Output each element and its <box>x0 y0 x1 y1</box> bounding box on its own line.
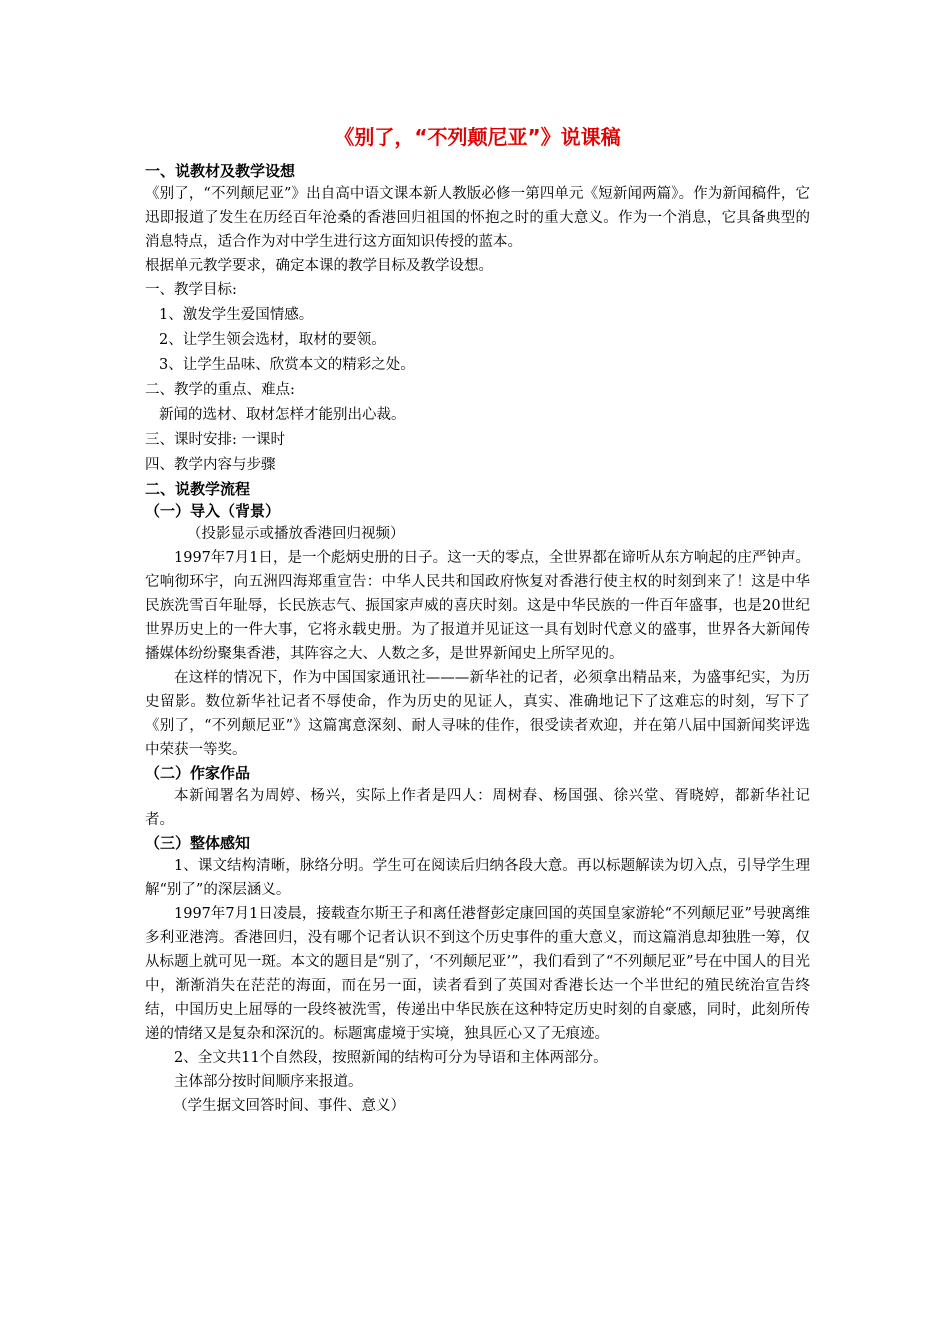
section1-heading: 一、说教材及教学设想 <box>145 162 296 180</box>
part3-heading: （三）整体感知 <box>145 834 251 852</box>
document-title: 《别了，“不列颠尼亚”》说课稿 <box>334 125 621 149</box>
part1-note: （投影显示或播放香港回归视频） <box>187 526 405 542</box>
part3-paragraph: 主体部分按时间顺序来报道。 <box>174 1074 363 1090</box>
section1-intro: 《别了，“不列颠尼亚”》出自高中语文课本新人教版必修一第四单元《短新闻两篇》。作为新闻稿件，它迅即报道了发生在历经百年沧桑的香港回归祖国的怀抱之时的重大意义。作为一个消息，它具备典型的消息特点，适合作为对中学生进行这方面知识传授的蓝本。 <box>145 186 810 250</box>
part1-heading: （一）导入（背景） <box>145 502 281 520</box>
part3-paragraph: 1、课文结构清晰，脉络分明。学生可在阅读后归纳各段大意。再以标题解读为切入点，引导学生理解“别了”的深层涵义。 <box>145 858 810 898</box>
section1-basis: 根据单元教学要求，确定本课的教学目标及教学设想。 <box>145 258 493 274</box>
schedule-text: 三、课时安排: 一课时 <box>145 432 285 448</box>
steps-heading: 四、教学内容与步骤 <box>145 457 276 473</box>
goals-heading: 一、教学目标: <box>145 282 237 298</box>
goal-item: 1、激发学生爱国情感。 <box>159 307 314 323</box>
part2-paragraph: 本新闻署名为周婷、杨兴，实际上作者是四人：周树春、杨国强、徐兴堂、胥晓婷，都新华社记者。 <box>145 788 810 828</box>
focus-text: 新闻的选材、取材怎样才能别出心裁。 <box>159 407 406 423</box>
part1-paragraph: 在这样的情况下，作为中国国家通讯社———新华社的记者，必须拿出精品来，为盛事纪实，为历史留影。数位新华社记者不辱使命，作为历史的见证人，真实、准确地记下了这难忘的时刻，写下了《别了，“不列颠尼亚”》这篇寓意深刻、耐人寻味的佳作，很受读者欢迎，并在第八届中国新闻奖评选中荣获一等奖。 <box>145 670 810 758</box>
focus-heading: 二、教学的重点、难点: <box>145 382 295 398</box>
part3-paragraph: 2、全文共11个自然段，按照新闻的结构可分为导语和主体两部分。 <box>174 1050 608 1066</box>
part1-paragraph: 1997年7月1日，是一个彪炳史册的日子。这一天的零点，全世界都在谛听从东方响起的庄严钟声。它响彻环宇，向五洲四海郑重宣告：中华人民共和国政府恢复对香港行使主权的时刻到来了！这是中华民族洗雪百年耻辱，长民族志气、振国家声威的喜庆时刻。这是中华民族的一件百年盛事，也是20世纪世界历史上的一件大事，它将永载史册。为了报道并见证这一具有划时代意义的盛事，世界各大新闻传播媒体纷纷聚集香港，其阵容之大、人数之多，是世界新闻史上所罕见的。 <box>145 550 810 662</box>
section2-heading: 二、说教学流程 <box>145 480 251 498</box>
goal-item: 2、让学生领会选材，取材的要领。 <box>159 332 386 348</box>
part3-note: （学生据文回答时间、事件、意义） <box>173 1098 405 1114</box>
part2-heading: （二）作家作品 <box>145 764 251 782</box>
document-page <box>145 122 810 1118</box>
goal-item: 3、让学生品味、欣赏本文的精彩之处。 <box>159 357 415 373</box>
part3-paragraph: 1997年7月1日凌晨，接载查尔斯王子和离任港督彭定康回国的英国皇家游轮“不列颠尼亚”号驶离维多利亚港湾。香港回归，没有哪个记者认识不到这个历史事件的重大意义，而这篇消息却独胜一筹，仅从标题上就可见一斑。本文的题目是“别了，‘不列颠尼亚’”，我们看到了“不列颠尼亚”号在中国人的目光中，渐渐消失在茫茫的海面，而在另一面，读者看到了英国对香港长达一个半世纪的殖民统治宣告终结，中国历史上屈辱的一段终被洗雪，传递出中华民族在这种特定历史时刻的自豪感，同时，此刻所传递的情绪又是复杂和深沉的。标题寓虚境于实境，独具匠心又了无痕迹。 <box>145 906 810 1042</box>
